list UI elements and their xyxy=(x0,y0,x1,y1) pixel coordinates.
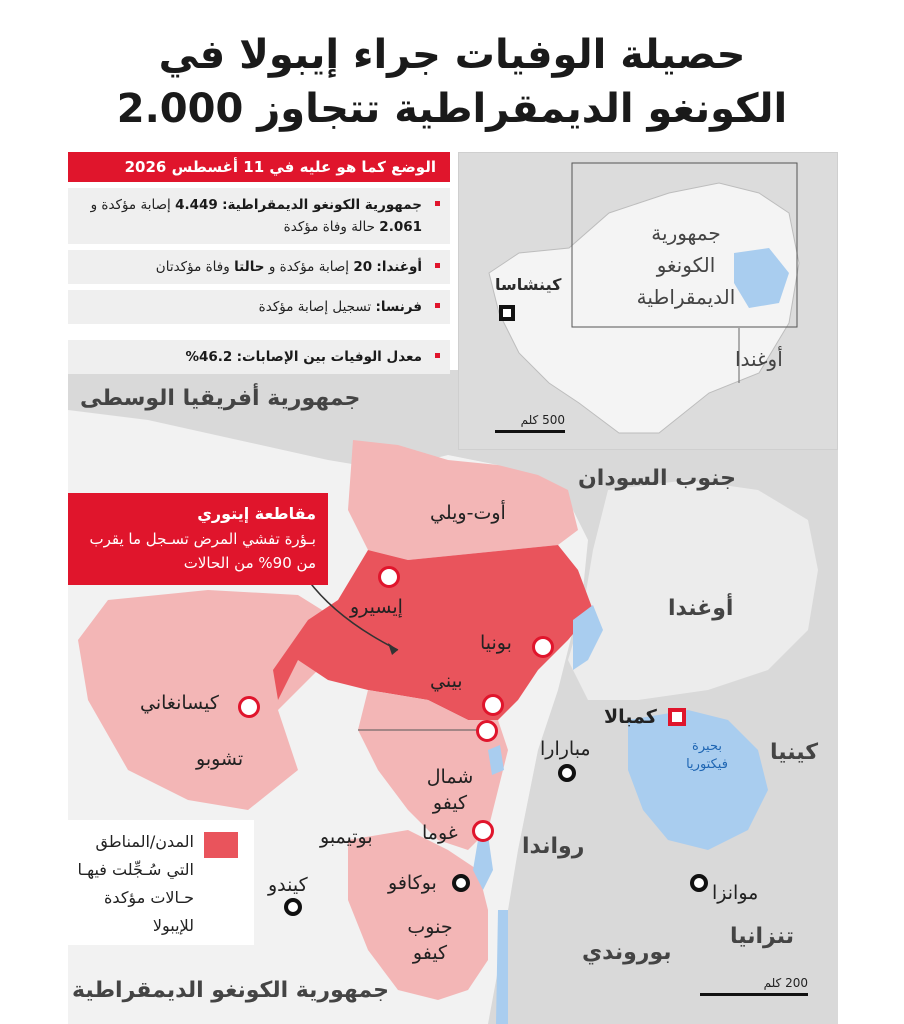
cfr-label: معدل الوفيات بين الإصابات: xyxy=(236,349,422,365)
cfr-value: 46.2% xyxy=(185,349,233,365)
label-tshopo: تشوبو xyxy=(196,748,244,770)
marker-kampala xyxy=(668,708,686,726)
uganda-text1: إصابة مؤكدة و xyxy=(268,259,350,275)
inset-drc-label: جمهورية الكونغو الديمقراطية xyxy=(636,221,736,309)
label-bunia: بونيا xyxy=(480,632,512,654)
marker-mbarara xyxy=(558,764,576,782)
marker-kisangani xyxy=(238,696,260,718)
panel-row-uganda xyxy=(68,250,450,284)
bullet-icon xyxy=(435,263,440,268)
marker-bunia xyxy=(532,636,554,658)
callout-text: بـؤرة تفشي المرض تسـجل ما يقرب من 90% من الحالات xyxy=(89,530,316,572)
label-burundi: بوروندي xyxy=(582,940,672,965)
bullet-icon xyxy=(435,353,440,358)
lake-tanganyika xyxy=(496,910,508,1024)
panel-header: الوضع كما هو عليه في 11 أغسطس 2026 xyxy=(68,152,450,182)
drc-label: جمهورية الكونغو الديمقراطية: xyxy=(222,197,422,213)
label-haut-uele: أوت-ويلي xyxy=(430,502,506,524)
label-mbarara: مبارارا xyxy=(540,738,591,760)
label-kenya: كينيا xyxy=(770,740,818,765)
bullet-icon xyxy=(435,201,440,206)
legend-swatch xyxy=(204,832,238,858)
drc-deaths: 2.061 xyxy=(379,219,422,235)
inset-kinshasa-label: كينشاسا xyxy=(495,275,562,294)
panel-row-france xyxy=(68,290,450,324)
label-drc: جمهورية الكونغو الديمقراطية xyxy=(72,978,389,1003)
info-panel xyxy=(68,152,450,374)
marker-kindu xyxy=(284,898,302,916)
drc-text1: إصابة مؤكدة و xyxy=(90,197,171,213)
label-lake-victoria: بحيرة فيكتوريا xyxy=(686,739,728,772)
label-kindu: كيندو xyxy=(268,874,308,896)
uganda-cases: 20 xyxy=(353,259,373,275)
inset-kinshasa-marker xyxy=(499,305,515,321)
marker-bukavu xyxy=(452,874,470,892)
inset-map xyxy=(458,152,838,450)
title-line-1: حصيلة الوفيات جراء إيبولا في xyxy=(158,32,746,78)
uganda-label: أوغندا: xyxy=(376,259,422,275)
label-kampala: كمبالا xyxy=(604,706,657,728)
main-scale-bar xyxy=(700,976,808,996)
legend-text: المدن/المناطق التي سُـجِّلت فيهـا حـالات مؤكدة للإيبولا xyxy=(77,832,194,935)
france-label: فرنسا: xyxy=(375,299,422,315)
label-goma: غوما xyxy=(422,822,458,844)
label-isiro: إيسيرو xyxy=(350,596,403,618)
panel-row-drc xyxy=(68,188,450,244)
inset-scale-label: 500 كلم xyxy=(520,413,565,427)
ituri-callout xyxy=(68,493,328,585)
label-rwanda: رواندا xyxy=(522,834,585,859)
panel-row-uganda-text xyxy=(76,256,438,278)
label-north-kivu: شمال كيفو xyxy=(426,766,474,814)
map-legend xyxy=(66,820,254,945)
inset-uganda-label: أوغندا xyxy=(735,347,783,371)
title-line-2: الكونغو الديمقراطية تتجاوز 2.000 xyxy=(116,86,788,132)
main-scale-label: 200 كلم xyxy=(763,976,808,990)
drc-text2: حالة وفاة مؤكدة xyxy=(283,219,375,235)
panel-row-drc-text xyxy=(76,194,438,238)
marker-butembo xyxy=(476,720,498,742)
bullet-icon xyxy=(435,303,440,308)
label-car: جمهورية أفريقيا الوسطى xyxy=(80,386,361,411)
label-tanzania: تنزانيا xyxy=(730,924,794,949)
france-text: تسجيل إصابة مؤكدة xyxy=(258,299,372,315)
label-mwanza: موانزا xyxy=(712,882,759,904)
drc-cases: 4.449 xyxy=(175,197,218,213)
panel-row-cfr-text xyxy=(76,346,438,368)
label-butembo: بوتيمبو xyxy=(320,826,373,848)
panel-row-france-text xyxy=(76,296,438,318)
inset-scale-line xyxy=(495,430,565,433)
label-beni: بيني xyxy=(430,670,463,692)
page-title xyxy=(0,28,904,136)
callout-heading: مقاطعة إيتوري xyxy=(197,504,316,523)
uganda-text2: وفاة مؤكدتان xyxy=(155,259,230,275)
inset-scale-bar xyxy=(495,413,565,433)
marker-mwanza xyxy=(690,874,708,892)
marker-goma xyxy=(472,820,494,842)
panel-row-cfr xyxy=(68,340,450,374)
label-kisangani: كيسانغاني xyxy=(140,692,219,714)
legend-text-wrap xyxy=(76,828,244,940)
uganda-deaths: حالتا xyxy=(234,259,265,275)
label-uganda: أوغندا xyxy=(668,596,734,621)
label-south-sudan: جنوب السودان xyxy=(578,466,736,491)
marker-beni xyxy=(482,694,504,716)
marker-isiro xyxy=(378,566,400,588)
label-south-kivu: جنوب كيفو xyxy=(407,916,453,964)
label-bukavu: بوكافو xyxy=(388,872,437,894)
main-scale-line xyxy=(700,993,808,996)
